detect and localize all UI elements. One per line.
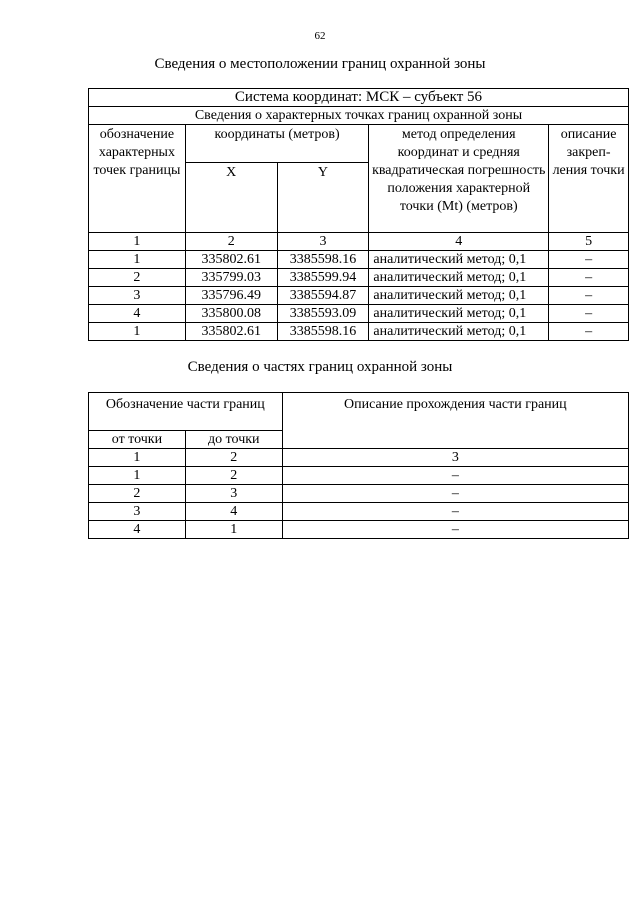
desc-value: – [549,305,629,323]
col-number: 1 [89,449,186,467]
x-value: 335802.61 [185,251,277,269]
table-row [89,521,629,539]
table-row [89,323,629,341]
header-point: обозначение характерных точек границы [89,125,186,233]
header-method: метод определения координат и средняя квадратическая погрешность положения характерной точки (Mt) (метров) [369,125,549,233]
y-value: 3385593.09 [277,305,369,323]
header-part-desc: Описание прохождения части границ [282,393,628,449]
col-number: 2 [185,449,282,467]
section2-title: Сведения о частях границ охранной зоны [187,359,453,375]
x-value: 335799.03 [185,269,277,287]
to-point: 3 [185,485,282,503]
to-point: 1 [185,521,282,539]
coordinates-table [88,88,629,341]
part-desc: – [282,467,628,485]
method-value: аналитический метод; 0,1 [369,305,549,323]
x-value: 335802.61 [185,323,277,341]
point-id: 4 [89,305,186,323]
x-value: 335796.49 [185,287,277,305]
table-row [89,485,629,503]
method-value: аналитический метод; 0,1 [369,269,549,287]
part-desc: – [282,485,628,503]
point-id: 1 [89,251,186,269]
from-point: 1 [89,467,186,485]
header-x: X [185,163,277,233]
section1-title: Сведения о местоположении границ охранной зоны [154,56,486,72]
point-id: 3 [89,287,186,305]
desc-value: – [549,323,629,341]
to-point: 4 [185,503,282,521]
col-number: 2 [185,233,277,251]
table-row [89,305,629,323]
parts-table [88,392,629,539]
from-point: 2 [89,485,186,503]
col-number: 3 [282,449,628,467]
table-row [89,467,629,485]
col-number: 1 [89,233,186,251]
table-row [89,503,629,521]
method-value: аналитический метод; 0,1 [369,287,549,305]
table-row [89,251,629,269]
col-number: 3 [277,233,369,251]
header-to: до точки [185,431,282,449]
table-row [89,269,629,287]
header-from: от точки [89,431,186,449]
from-point: 4 [89,521,186,539]
desc-value: – [549,269,629,287]
part-desc: – [282,521,628,539]
table-row [89,287,629,305]
to-point: 2 [185,467,282,485]
x-value: 335800.08 [185,305,277,323]
header-y: Y [277,163,369,233]
point-id: 1 [89,323,186,341]
method-value: аналитический метод; 0,1 [369,251,549,269]
y-value: 3385598.16 [277,251,369,269]
points-subtitle: Сведения о характерных точках границ охранной зоны [89,107,629,125]
page-number: 62 [314,30,326,42]
desc-value: – [549,251,629,269]
part-desc: – [282,503,628,521]
header-part: Обозначение части границ [89,393,283,431]
col-number: 4 [369,233,549,251]
col-number: 5 [549,233,629,251]
y-value: 3385594.87 [277,287,369,305]
y-value: 3385598.16 [277,323,369,341]
point-id: 2 [89,269,186,287]
y-value: 3385599.94 [277,269,369,287]
desc-value: – [549,287,629,305]
header-coords: координаты (метров) [185,125,369,163]
coord-system: Система координат: МСК – субъект 56 [89,89,629,107]
method-value: аналитический метод; 0,1 [369,323,549,341]
from-point: 3 [89,503,186,521]
header-desc: описание закреп-ления точки [549,125,629,233]
